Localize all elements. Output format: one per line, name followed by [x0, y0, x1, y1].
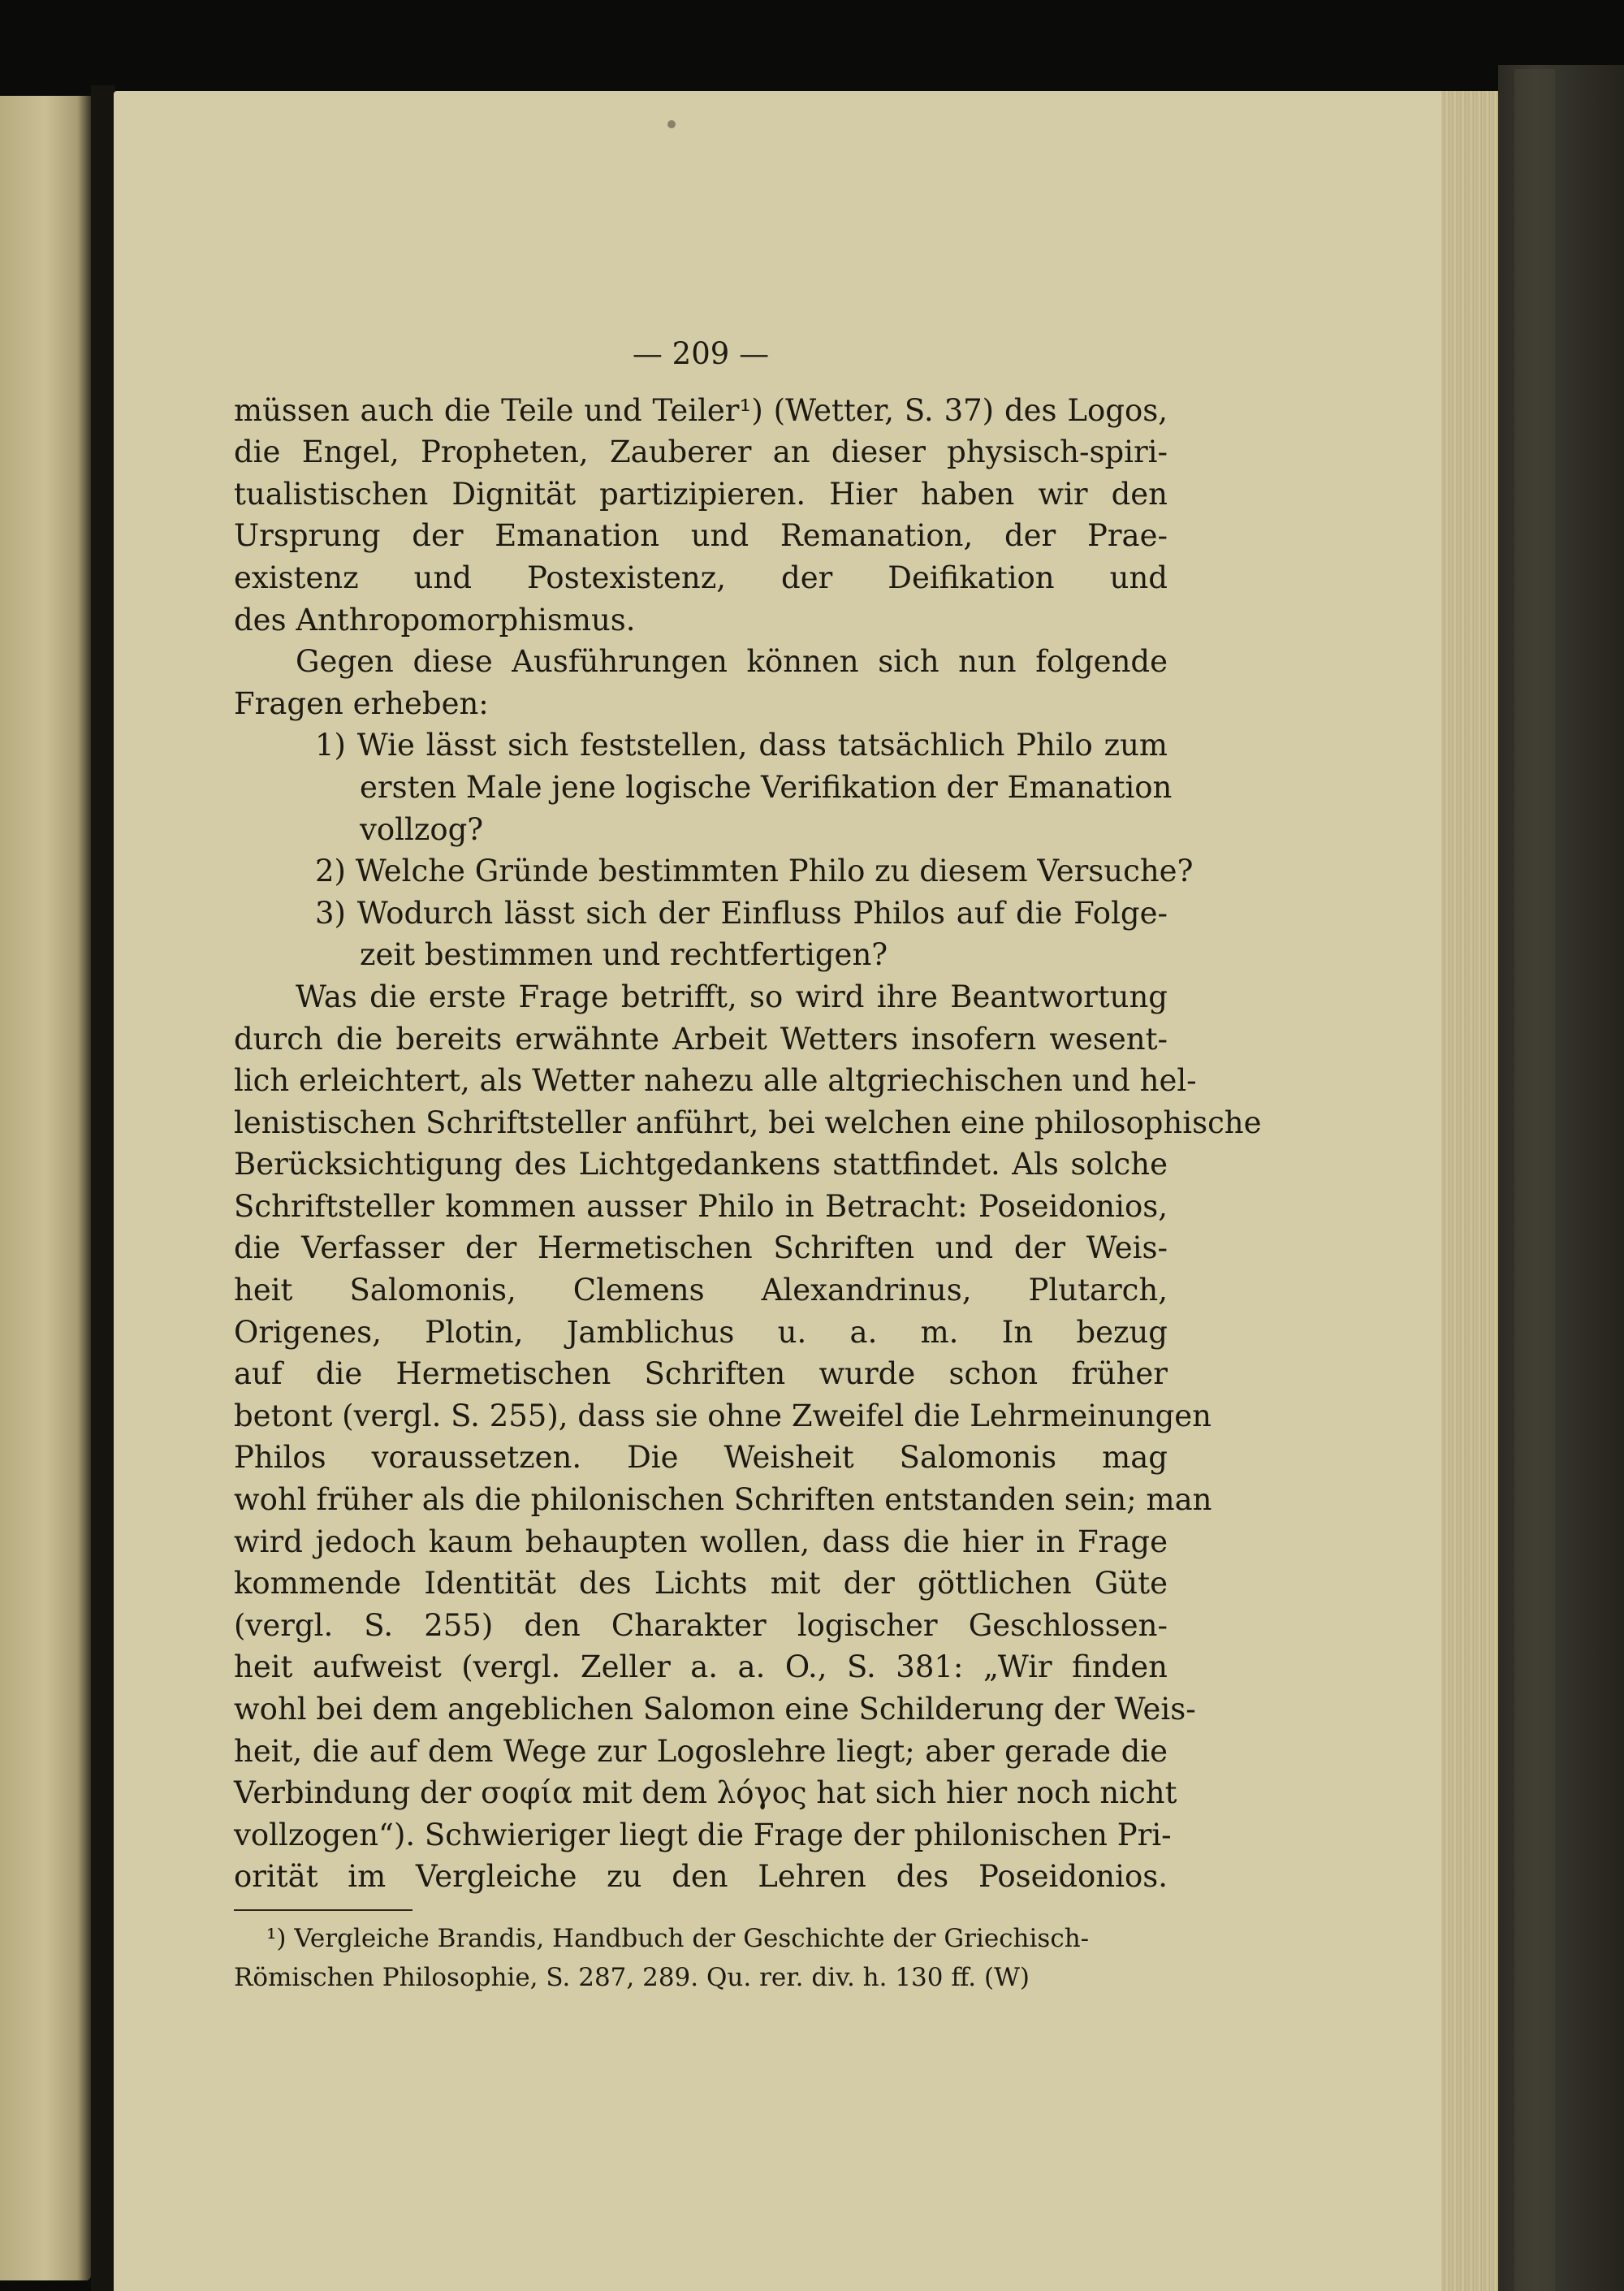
text-line: Berücksichtigung des Lichtgedankens stattfindet. Als solche: [234, 1147, 1168, 1182]
text-line: durch die bereits erwähnte Arbeit Wetters insofern wesent-: [234, 1021, 1168, 1057]
text-line: Philos voraussetzen. Die Weisheit Salomonis mag: [234, 1440, 1168, 1476]
text-line: betont (vergl. S. 255), dass sie ohne Zweifel die Lehrmeinungen: [234, 1398, 1212, 1433]
text-line: wohl bei dem angeblichen Salomon eine Schilderung der Weis-: [234, 1692, 1196, 1727]
list-item-continuation: vollzog?: [360, 811, 484, 847]
text-line: Schriftsteller kommen ausser Philo in Betracht: Poseidonios,: [234, 1188, 1168, 1224]
text-line: heit Salomonis, Clemens Alexandrinus, Plutarch,: [234, 1273, 1168, 1308]
page-text: [234, 333, 1262, 1997]
text-line: Origenes, Plotin, Jamblichus u. a. m. In bezug: [234, 1314, 1168, 1350]
text-line: Fragen erheben:: [234, 685, 489, 721]
text-line: existenz und Postexistenz, der Deifikation und: [234, 560, 1168, 595]
text-line: des Anthropomorphismus.: [234, 602, 636, 638]
text-line: die Verfasser der Hermetischen Schriften und der Weis-: [234, 1230, 1168, 1266]
text-line: lenistischen Schriftsteller anführt, bei welchen eine philosophische: [234, 1104, 1262, 1140]
text-line: tualistischen Dignität partizipieren. Hier haben wir den: [234, 476, 1168, 512]
text-line: Verbindung der σοφία mit dem λόγος hat sich hier noch nicht: [234, 1775, 1177, 1811]
text-line: kommende Identität des Lichts mit der göttlichen Güte: [234, 1566, 1168, 1602]
text-line: wohl früher als die philonischen Schriften entstanden sein; man: [234, 1482, 1212, 1518]
text-line: heit aufweist (vergl. Zeller a. a. O., S. 381: „Wir finden: [234, 1649, 1168, 1685]
text-line: müssen auch die Teile und Teiler¹) (Wetter, S. 37) des Logos,: [234, 392, 1168, 428]
page-speck: [667, 120, 676, 128]
text-line: orität im Vergleiche zu den Lehren des Poseidonios.: [234, 1859, 1168, 1895]
text-line: Gegen diese Ausführungen können sich nun folgende: [296, 644, 1168, 680]
list-item-continuation: ersten Male jene logische Verifikation der Emanation: [360, 769, 1173, 805]
page-stack-edge: [1441, 91, 1498, 2291]
footnote-rule: [234, 1909, 412, 1911]
book-gutter: [91, 85, 115, 2291]
footnote-line: Römischen Philosophie, S. 287, 289. Qu. rer. div. h. 130 ff. (W): [234, 1962, 1030, 1992]
cover-shading: [1514, 69, 1555, 2291]
text-line: (vergl. S. 255) den Charakter logischer Geschlossen-: [234, 1607, 1168, 1643]
footnote-line: ¹) Vergleiche Brandis, Handbuch der Geschichte der Griechisch-: [266, 1923, 1090, 1953]
left-page-edge: [0, 96, 91, 2280]
text-line: vollzogen“). Schwieriger liegt die Frage der philonischen Pri-: [234, 1817, 1172, 1852]
page-number: — 209 —: [632, 336, 770, 371]
text-line: die Engel, Propheten, Zauberer an dieser physisch-spiri-: [234, 434, 1168, 470]
list-item-continuation: zeit bestimmen und rechtfertigen?: [360, 937, 888, 973]
text-line: auf die Hermetischen Schriften wurde schon früher: [234, 1356, 1168, 1392]
text-line: lich erleichtert, als Wetter nahezu alle altgriechischen und hel-: [234, 1063, 1197, 1099]
text-line: Ursprung der Emanation und Remanation, der Prae-: [234, 518, 1168, 554]
list-item: 3) Wodurch lässt sich der Einfluss Philos auf die Folge-: [315, 895, 1168, 931]
text-line: wird jedoch kaum behaupten wollen, dass die hier in Frage: [234, 1524, 1168, 1559]
text-line: Was die erste Frage betrifft, so wird ihre Beantwortung: [296, 979, 1168, 1014]
list-item: 1) Wie lässt sich feststellen, dass tatsächlich Philo zum: [315, 728, 1168, 763]
text-line: heit, die auf dem Wege zur Logoslehre liegt; aber gerade die: [234, 1733, 1168, 1769]
list-item: 2) Welche Gründe bestimmten Philo zu diesem Versuche?: [315, 854, 1194, 889]
